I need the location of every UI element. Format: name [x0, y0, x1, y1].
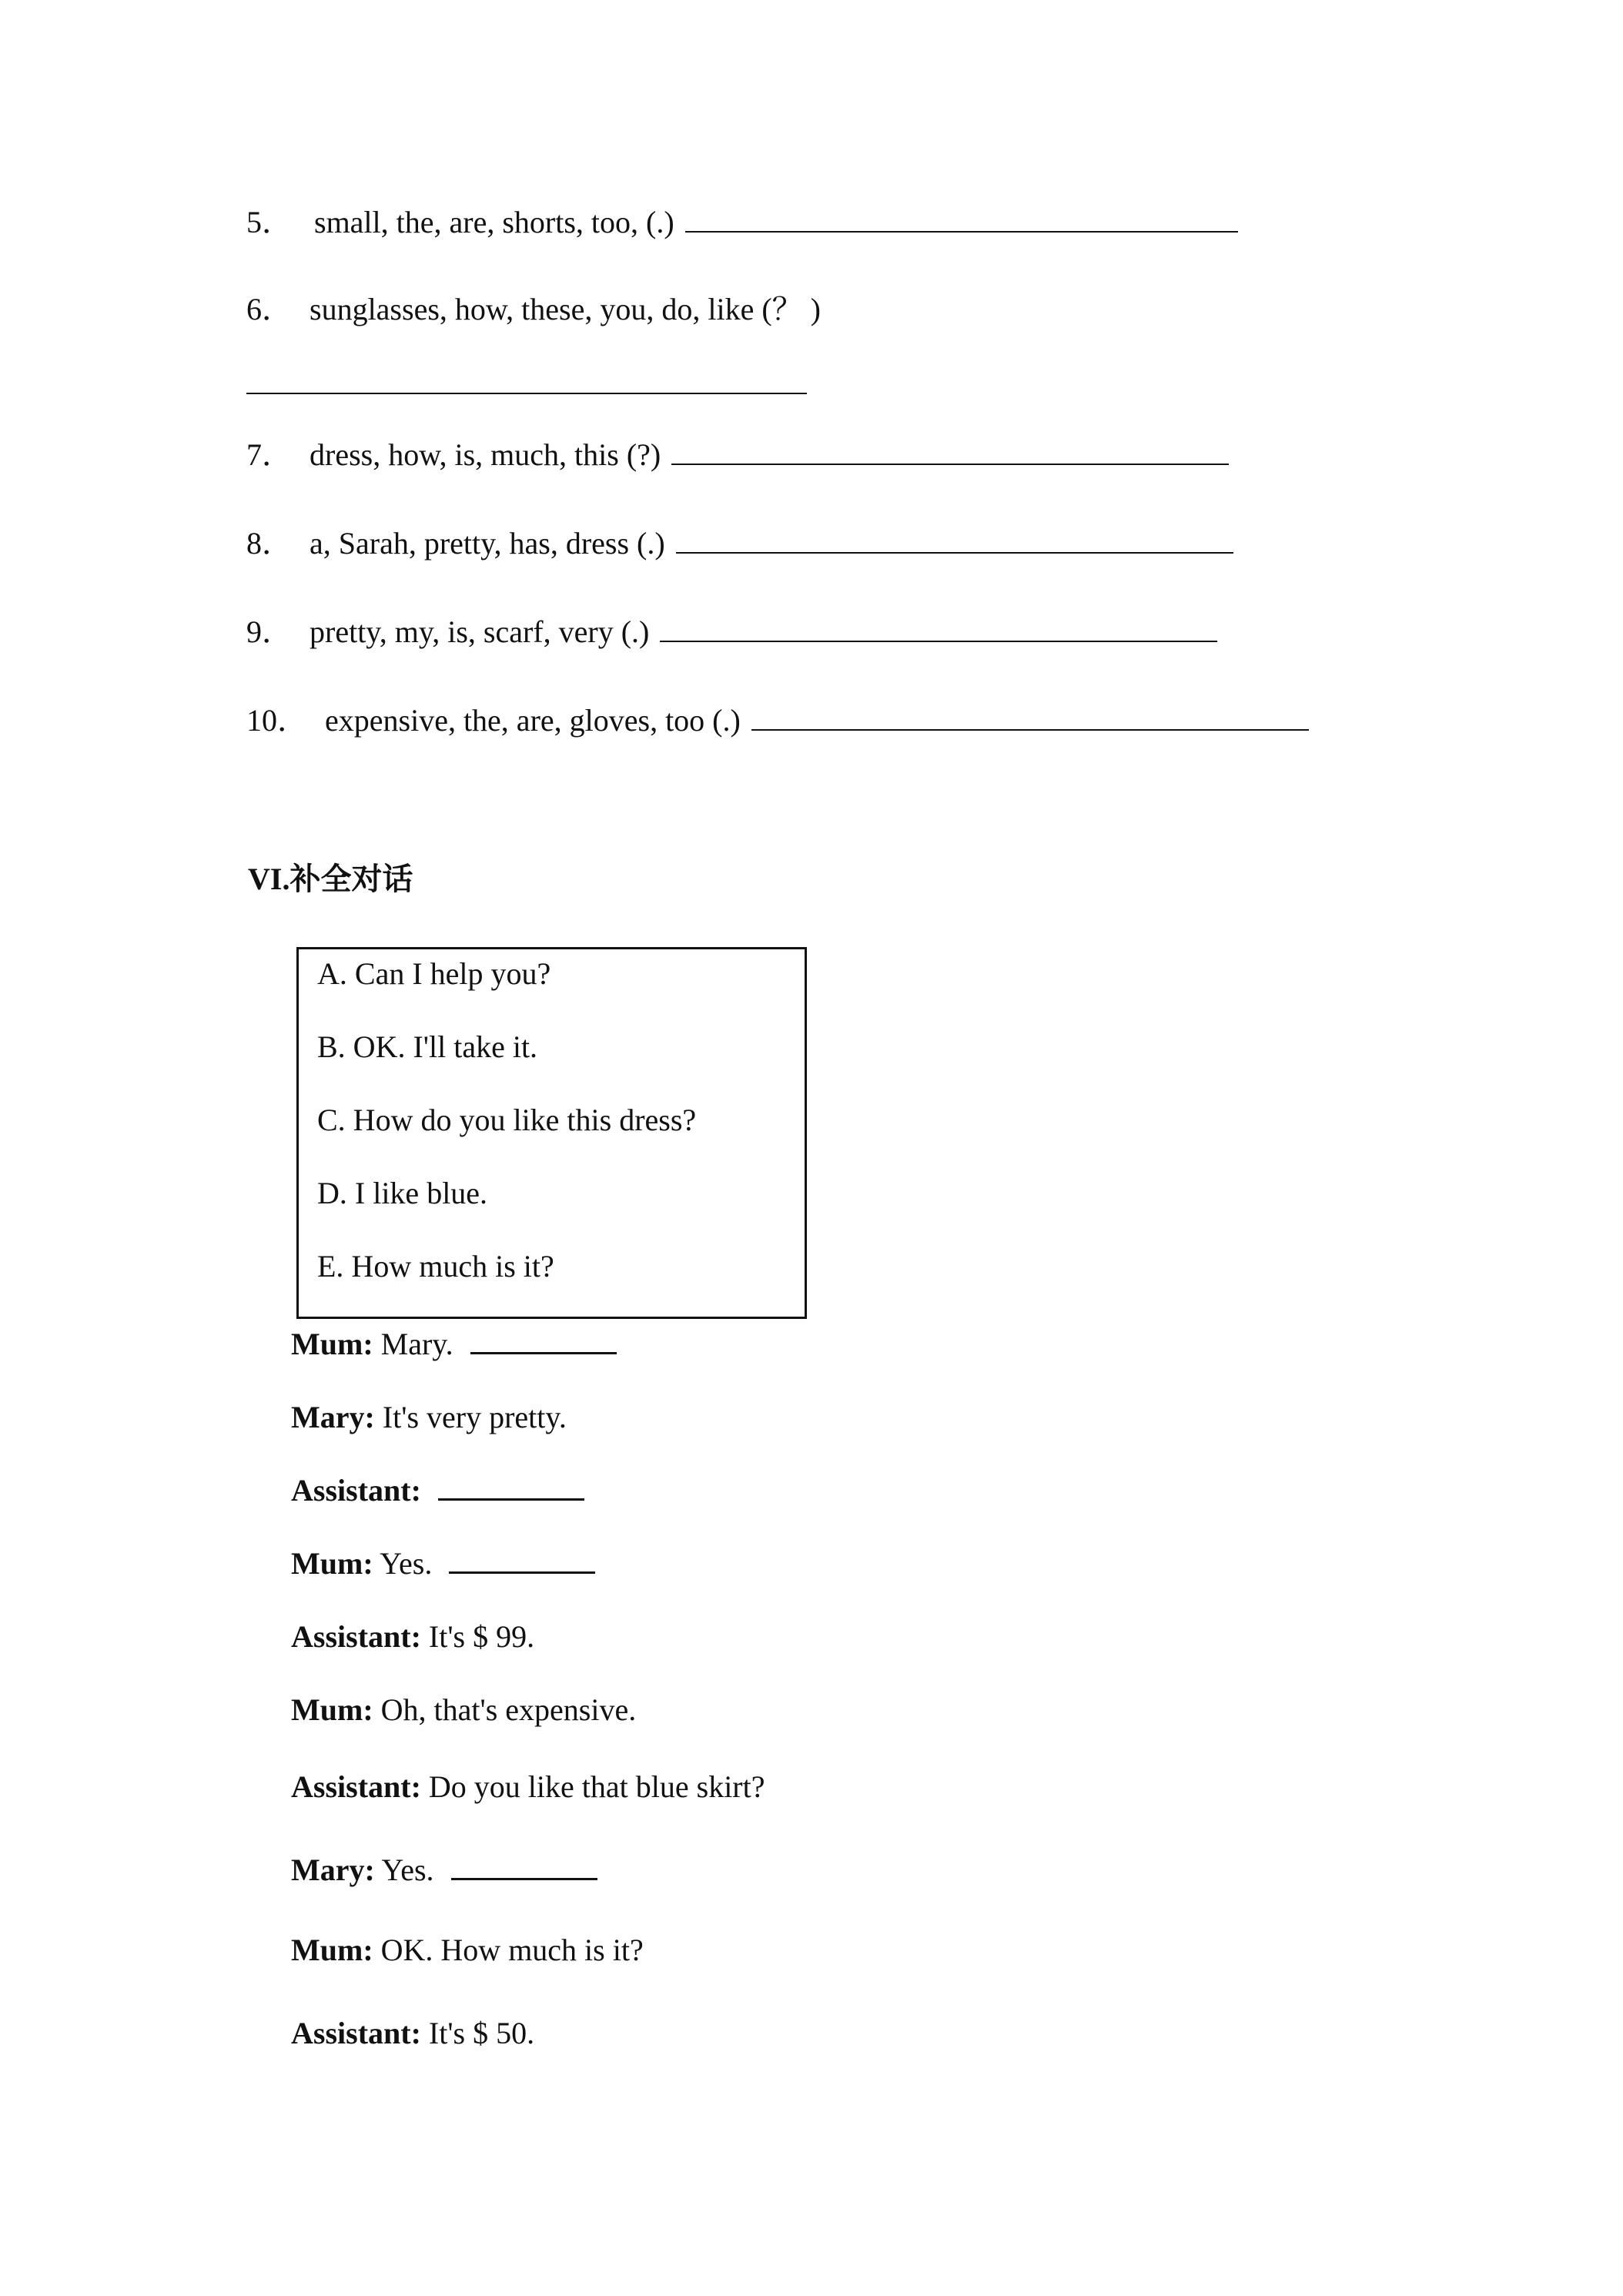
dialogue-text: It's $ 50. [420, 2016, 535, 2050]
speaker: Mum: [291, 1546, 373, 1581]
dialogue-line [291, 1545, 595, 1582]
speaker: Assistant: [291, 2016, 421, 2050]
dialogue-text: Oh, that's expensive. [373, 1692, 637, 1727]
dialogue-text: It's $ 99. [420, 1619, 535, 1654]
speaker: Mum: [291, 1327, 373, 1361]
answer-line[interactable] [246, 393, 807, 394]
question-text: sunglasses, how, these, you, do, like (？ ) [310, 292, 821, 326]
speaker: Assistant: [291, 1473, 421, 1508]
question-number: 6． [246, 292, 293, 326]
speaker: Assistant: [291, 1769, 421, 1804]
question-text: dress, how, is, much, this (?) [310, 437, 661, 472]
question-number: 9． [246, 614, 293, 649]
dialogue-line [291, 1692, 636, 1729]
dialogue-line [291, 2015, 534, 2052]
question-9 [246, 613, 1217, 651]
question-text: a, Sarah, pretty, has, dress (.) [310, 526, 665, 561]
dialogue-line [291, 1769, 765, 1806]
answer-blank[interactable] [438, 1472, 584, 1501]
question-number: 5． [246, 205, 293, 239]
question-text: small, the, are, shorts, too, (.) [314, 205, 674, 239]
answer-line[interactable] [671, 436, 1229, 465]
question-text: expensive, the, are, gloves, too (.) [325, 703, 741, 738]
speaker: Mary: [291, 1853, 375, 1887]
answer-line[interactable] [676, 524, 1233, 554]
speaker: Mum: [291, 1692, 373, 1727]
dialogue-line [291, 1472, 584, 1509]
dialogue-line [291, 1618, 534, 1655]
dialogue-line [291, 1852, 597, 1889]
options-box [296, 947, 807, 1319]
dialogue-text: It's very pretty. [374, 1400, 567, 1434]
option-c: C. How do you like this dress? [317, 1103, 697, 1137]
question-5 [246, 203, 1238, 241]
question-7 [246, 436, 1229, 474]
speaker: Mary: [291, 1400, 375, 1434]
option-d: D. I like blue. [317, 1176, 488, 1210]
dialogue-line [291, 1399, 567, 1436]
question-6 [246, 291, 821, 328]
section-title: VI.补全对话 [248, 862, 413, 896]
answer-line[interactable] [685, 203, 1238, 233]
answer-blank[interactable] [451, 1852, 597, 1880]
question-text: pretty, my, is, scarf, very (.) [310, 614, 650, 649]
question-10 [246, 701, 1309, 739]
answer-line[interactable] [751, 701, 1309, 731]
option-a: A. Can I help you? [317, 956, 551, 991]
dialogue-text: Mary. [373, 1327, 453, 1361]
answer-blank[interactable] [470, 1326, 617, 1354]
dialogue-text: OK. How much is it? [373, 1933, 644, 1967]
dialogue-text: Yes. [374, 1853, 434, 1887]
question-number: 10． [246, 703, 308, 738]
question-number: 8． [246, 526, 293, 561]
dialogue-line [291, 1932, 644, 1969]
answer-line[interactable] [660, 613, 1217, 642]
question-number: 7． [246, 437, 293, 472]
speaker: Mum: [291, 1933, 373, 1967]
speaker: Assistant: [291, 1619, 421, 1654]
dialogue-line [291, 1326, 617, 1363]
dialogue-text: Do you like that blue skirt? [420, 1769, 765, 1804]
question-8 [246, 524, 1233, 562]
option-b: B. OK. I'll take it. [317, 1029, 538, 1064]
answer-blank[interactable] [449, 1545, 595, 1574]
option-e: E. How much is it? [317, 1249, 554, 1284]
dialogue-text: Yes. [373, 1546, 433, 1581]
